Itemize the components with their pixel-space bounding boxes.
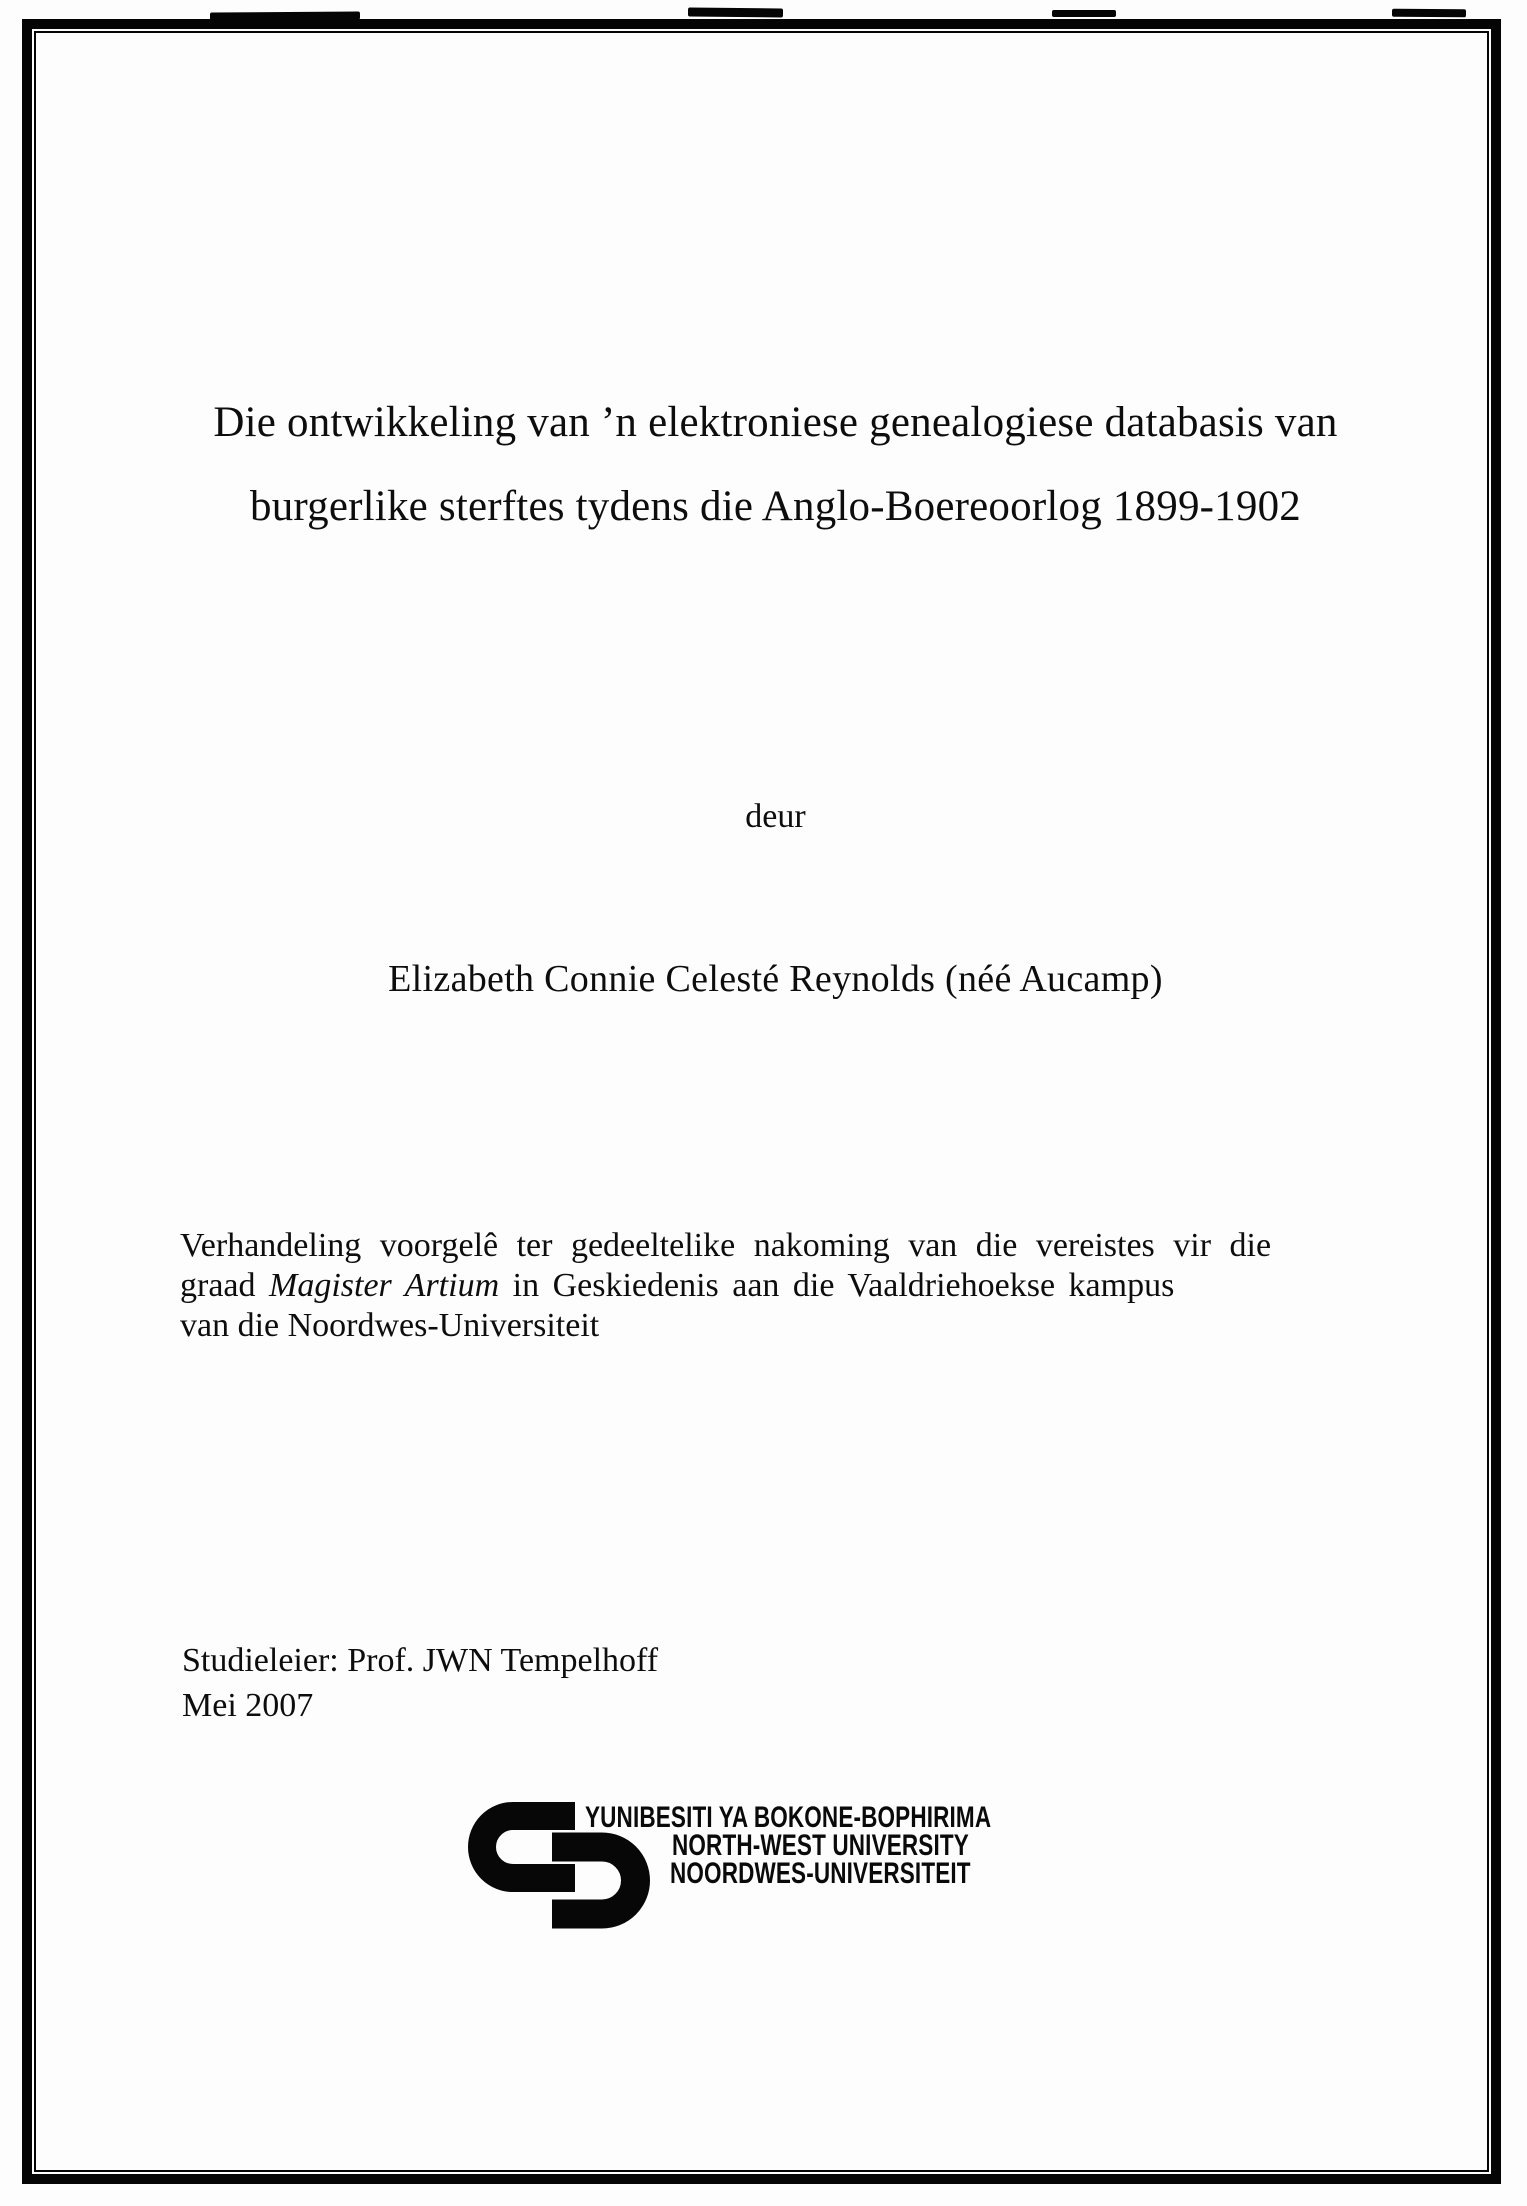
date-line: Mei 2007: [182, 1687, 314, 1724]
nwu-logo: [465, 1800, 1065, 1940]
page-title-line2: burgerlike sterftes tydens die Anglo-Boereoorlog 1899-1902: [250, 483, 1301, 530]
scan-artifact: [1392, 9, 1466, 18]
page-title: [12, 381, 1527, 549]
description-line2-pre: graad: [180, 1267, 270, 1304]
description-line2-italic: Magister Artium: [269, 1267, 500, 1304]
logo-text-line2: NORTH-WEST UNIVERSITY: [672, 1829, 969, 1862]
description-line2-post: in Geskiedenis aan die Vaaldriehoekse kampus: [499, 1267, 1175, 1304]
scan-artifact: [688, 8, 783, 18]
author-name: Elizabeth Connie Celesté Reynolds (néé Aucamp): [388, 958, 1163, 1000]
page-title-line1: Die ontwikkeling van ’n elektroniese genealogiese databasis van: [213, 399, 1338, 446]
logo-text-line1: YUNIBESITI YA BOKONE-BOPHIRIMA: [585, 1801, 992, 1834]
supervisor-line: Studieleier: Prof. JWN Tempelhoff: [182, 1642, 659, 1679]
description-line1: Verhandeling voorgelê ter gedeeltelike nakoming van die vereistes vir die: [180, 1227, 1272, 1264]
supervisor-block: [182, 1638, 658, 1728]
description-line2: [180, 1266, 1345, 1306]
logo-text-line3: NOORDWES-UNIVERSITEIT: [670, 1857, 971, 1890]
scan-artifact: [1052, 10, 1116, 17]
thesis-description: [180, 1226, 1345, 1346]
byline-deur: deur: [745, 798, 806, 835]
description-line3: van die Noordwes-Universiteit: [180, 1307, 600, 1344]
